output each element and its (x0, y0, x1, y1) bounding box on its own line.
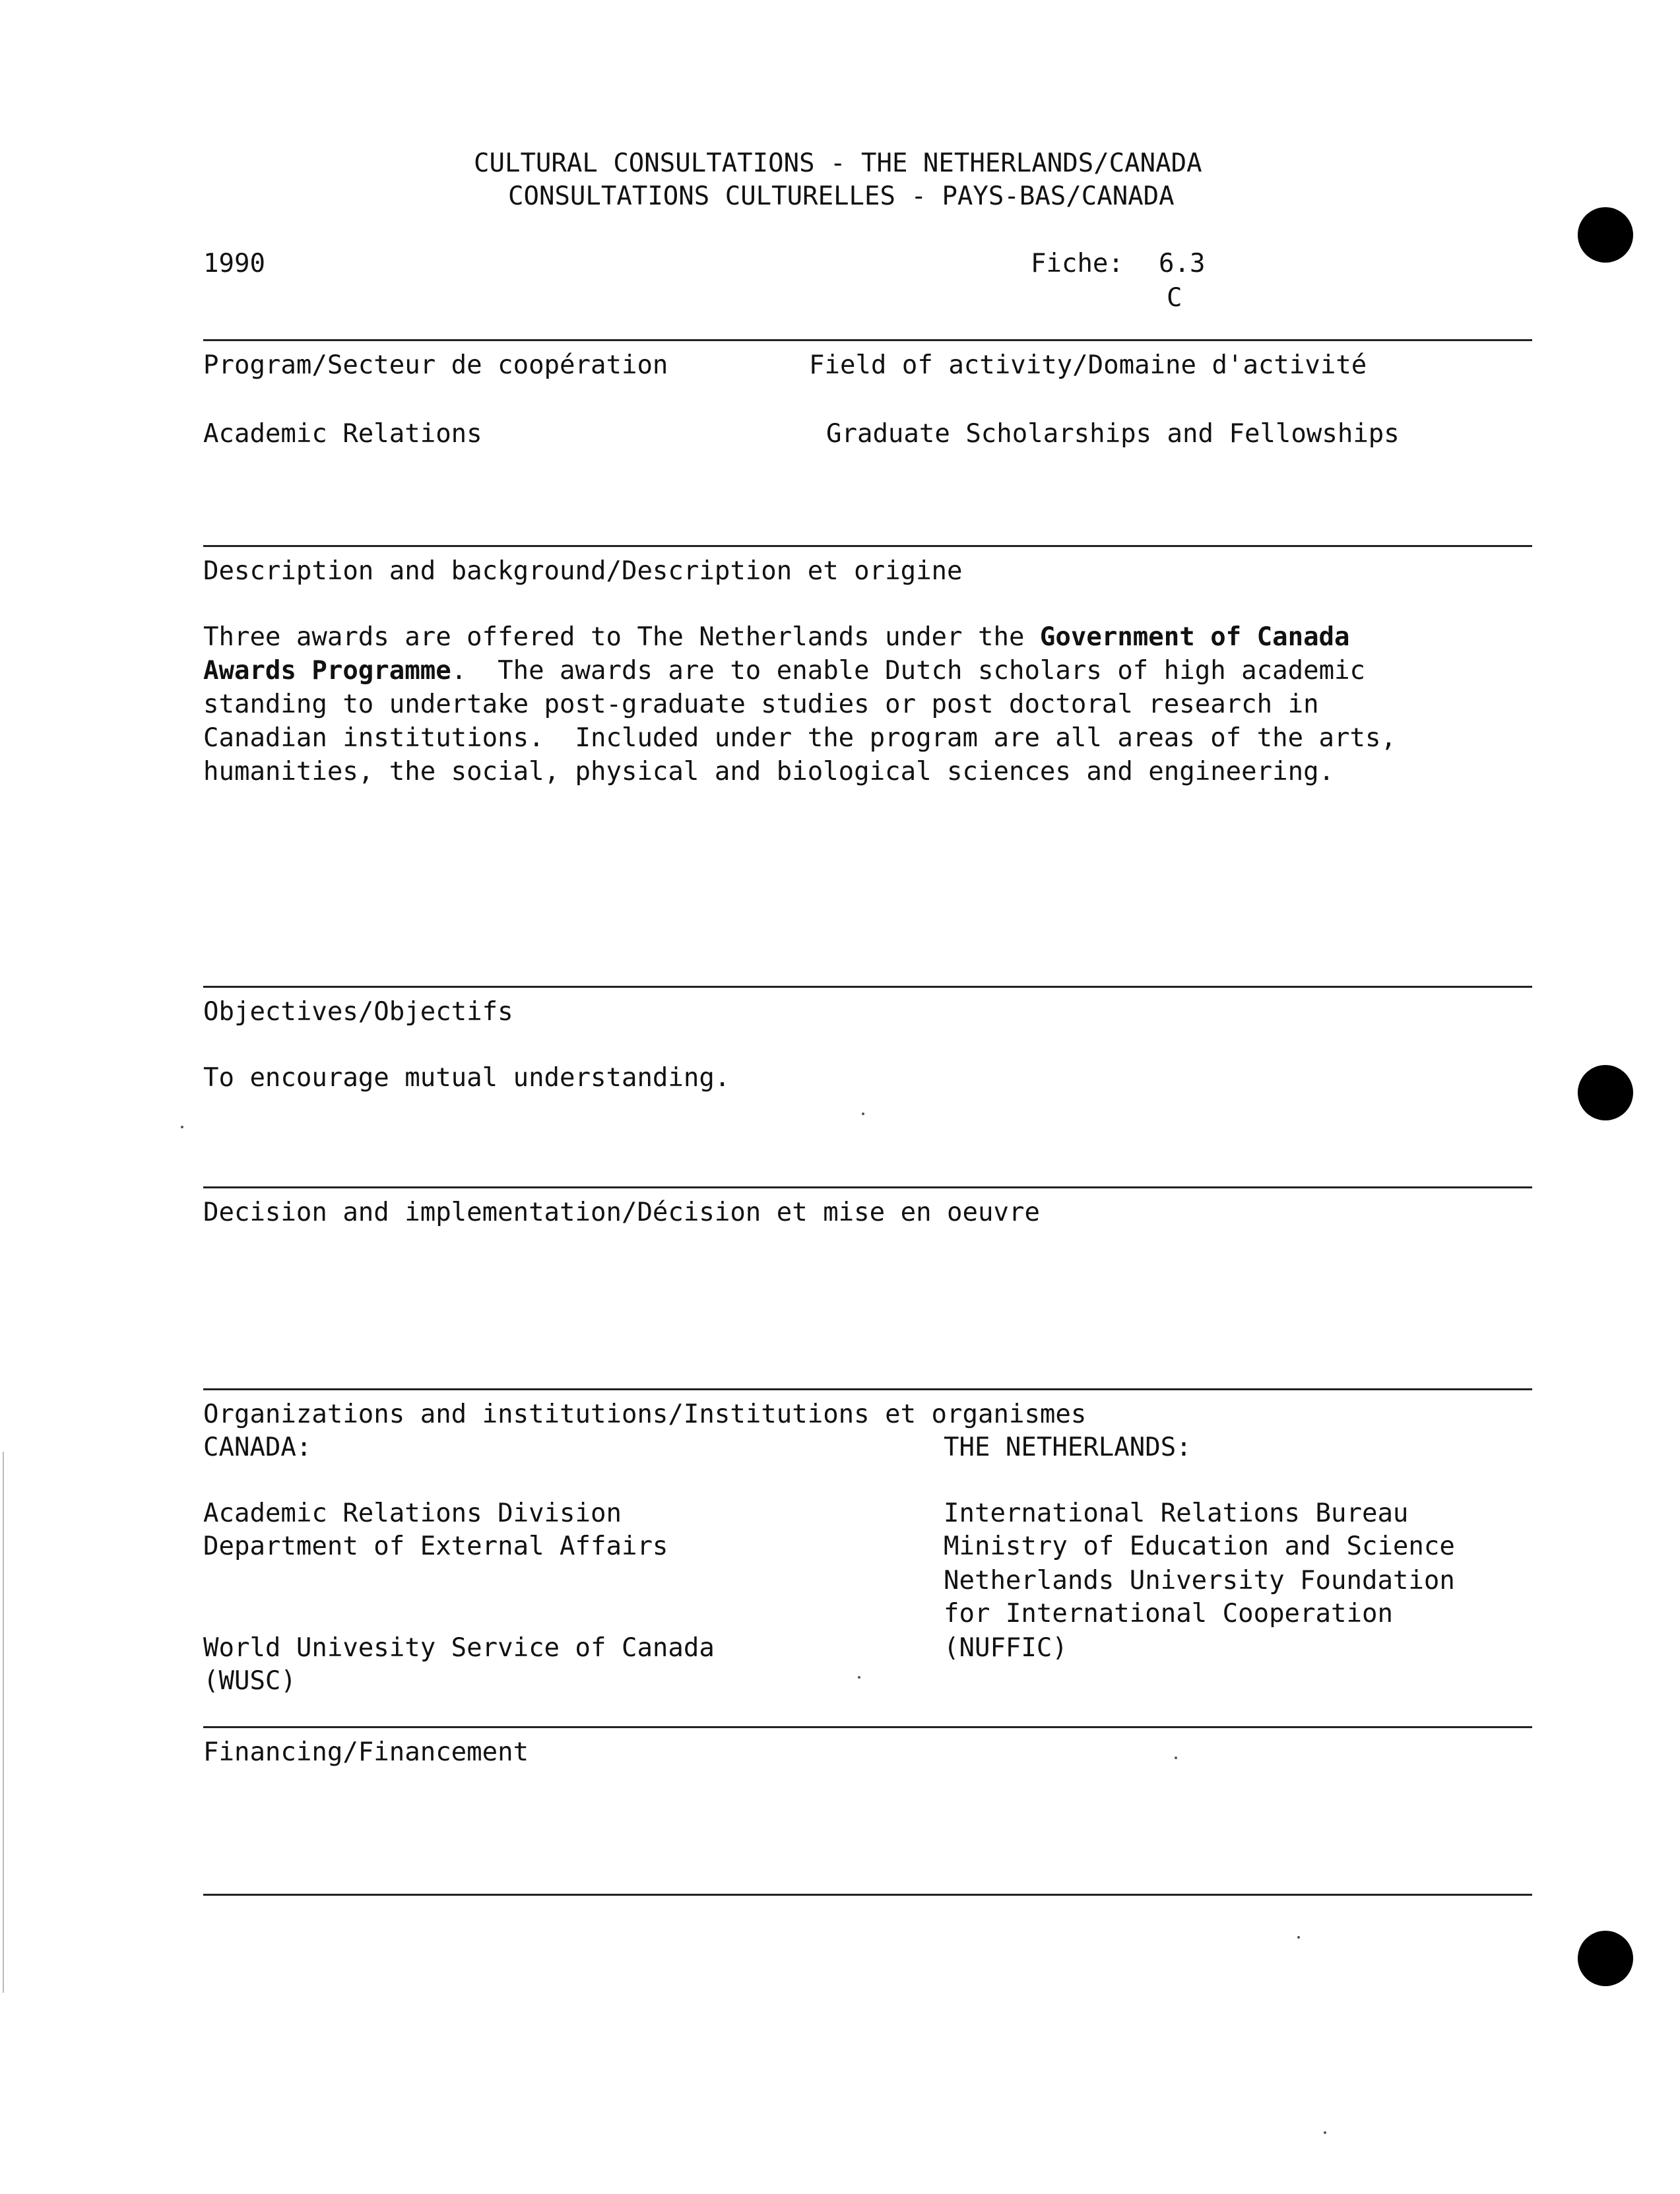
description-line: . The awards are to enable Dutch scholars of high academic (451, 656, 1366, 686)
program-name-bold: Government of Canada (1039, 622, 1350, 652)
punch-hole (1578, 207, 1633, 263)
netherlands-org: for International Cooperation (944, 1599, 1393, 1629)
organizations-heading: Organizations and institutions/Institutions et organismes (203, 1400, 1087, 1429)
netherlands-org: (NUFFIC) (944, 1633, 1068, 1663)
objectives-heading: Objectives/Objectifs (203, 997, 513, 1027)
program-name-bold: Awards Programme (203, 656, 451, 686)
fiche-letter: C (1167, 283, 1182, 313)
divider (203, 1388, 1532, 1390)
canada-org: Academic Relations Division (203, 1499, 622, 1528)
field-value: Graduate Scholarships and Fellowships (826, 419, 1400, 449)
scan-speck (1175, 1757, 1177, 1759)
objectives-text: To encourage mutual understanding. (203, 1063, 730, 1093)
scan-speck (1324, 2131, 1326, 2134)
netherlands-label: THE NETHERLANDS: (944, 1433, 1192, 1462)
description-text (203, 620, 1549, 789)
divider (203, 339, 1532, 341)
financing-heading: Financing/Financement (203, 1737, 529, 1767)
divider (203, 1726, 1532, 1728)
divider (203, 986, 1532, 988)
description-line: Canadian institutions. Included under the program are all areas of the arts, (203, 723, 1396, 753)
fiche-label: Fiche: (1031, 249, 1124, 278)
description-line: standing to undertake post-graduate studies or post doctoral research in (203, 690, 1319, 719)
scan-speck (181, 1126, 183, 1128)
canada-org: Department of External Affairs (203, 1532, 668, 1561)
divider (203, 1186, 1532, 1188)
canada-org: (WUSC) (203, 1666, 296, 1696)
fiche-number: 6.3 (1159, 249, 1206, 278)
scan-speck (858, 1676, 860, 1679)
description-heading: Description and background/Description et origine (203, 556, 963, 586)
decision-heading: Decision and implementation/Décision et mise en oeuvre (203, 1198, 1040, 1227)
scan-speck (1297, 1936, 1300, 1939)
scan-speck (862, 1113, 864, 1115)
program-label: Program/Secteur de coopération (203, 350, 668, 380)
scan-edge-mark (3, 1452, 4, 1993)
netherlands-org: Netherlands University Foundation (944, 1566, 1455, 1596)
canada-org: World Univesity Service of Canada (203, 1633, 715, 1663)
punch-hole (1578, 1931, 1633, 1986)
canada-label: CANADA: (203, 1433, 312, 1462)
program-value: Academic Relations (203, 419, 482, 449)
punch-hole (1578, 1065, 1633, 1120)
field-label: Field of activity/Domaine d'activité (809, 350, 1367, 380)
document-title-fr: CONSULTATIONS CULTURELLES - PAYS-BAS/CANADA (508, 181, 1175, 211)
document-title-en: CULTURAL CONSULTATIONS - THE NETHERLANDS/CANADA (474, 148, 1202, 178)
divider (203, 1894, 1532, 1896)
year: 1990 (203, 249, 265, 278)
netherlands-org: Ministry of Education and Science (944, 1532, 1455, 1561)
description-line: humanities, the social, physical and biological sciences and engineering. (203, 757, 1335, 787)
description-line: Three awards are offered to The Netherlands under the (203, 622, 1040, 652)
divider (203, 545, 1532, 547)
netherlands-org: International Relations Bureau (944, 1499, 1409, 1528)
